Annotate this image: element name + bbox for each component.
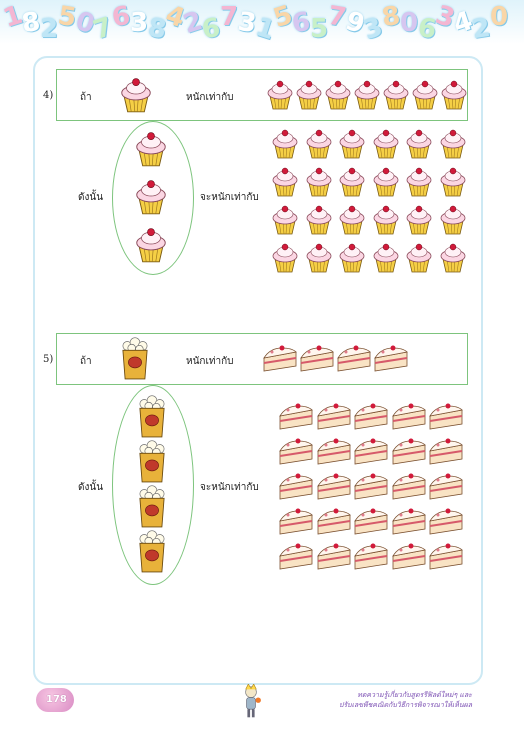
header-digit: 0 [71, 5, 99, 41]
header-digit: 6 [289, 6, 313, 40]
cake-slice-icon [262, 344, 298, 372]
cupcake-icon [437, 162, 469, 200]
cake-slice-icon [316, 472, 352, 500]
cupcake-icon [336, 162, 368, 200]
cake-slice-icon [428, 472, 464, 500]
cupcake-icon [409, 74, 441, 114]
problem5-weighs-label: หนักเท่ากับ [186, 356, 234, 367]
header-digit: 7 [325, 0, 349, 34]
cupcake-icon [269, 200, 301, 238]
cake-slice-icon [353, 542, 389, 570]
header-digit: 1 [251, 11, 279, 47]
cake-slice-icon [278, 402, 314, 430]
cupcake-icon [370, 238, 402, 276]
cake-slice-icon [391, 402, 427, 430]
cake-slice-icon [428, 437, 464, 465]
cake-slice-icon [428, 507, 464, 535]
problem5-number: 5) [43, 354, 54, 365]
cake-slice-icon [353, 472, 389, 500]
problem4-will-weigh-label: จะหนักเท่ากับ [200, 192, 259, 203]
header-digit: 8 [19, 6, 43, 40]
header-digit: 1 [0, 0, 27, 35]
cupcake-icon [303, 162, 335, 200]
footer-line-1: ทดความรู้เกี่ยวกับสูตรรีฟิลด์ใหม่ๆ และ [357, 691, 472, 699]
cupcake-icon [403, 124, 435, 162]
cupcake-icon [336, 238, 368, 276]
cake-slice-icon [391, 472, 427, 500]
cupcake-icon [380, 74, 412, 114]
cake-slice-icon [278, 507, 314, 535]
problem4-number: 4) [43, 90, 54, 101]
header-digit: 5 [55, 0, 79, 34]
header-digit: 3 [359, 11, 387, 47]
header-digit: 8 [145, 12, 169, 46]
cake-slice-icon [316, 507, 352, 535]
cupcake-icon [370, 200, 402, 238]
header-digit: 2 [469, 12, 493, 46]
cupcake-icon [117, 72, 155, 116]
cake-slice-icon [278, 437, 314, 465]
problem4-if-label: ถ้า [80, 92, 92, 103]
cupcake-icon [132, 220, 170, 268]
cake-slice-icon [391, 437, 427, 465]
problem4-weighs-label: หนักเท่ากับ [186, 92, 234, 103]
popcorn-bag-icon [135, 394, 169, 438]
cupcake-icon [132, 124, 170, 172]
cupcake-icon [370, 162, 402, 200]
cupcake-icon [351, 74, 383, 114]
header-digit: 7 [220, 2, 239, 32]
header-digit: 4 [449, 5, 477, 41]
header-digit: 4 [161, 0, 189, 35]
cupcake-icon [269, 238, 301, 276]
header-digit: 6 [415, 12, 439, 46]
header-digit: 6 [199, 12, 223, 46]
problem4-therefore-label: ดังนั้น [78, 192, 104, 203]
header-digit: 6 [109, 0, 133, 34]
cupcake-icon [264, 74, 296, 114]
cake-slice-icon [316, 542, 352, 570]
cake-slice-icon [316, 437, 352, 465]
cake-slice-icon [353, 402, 389, 430]
cupcake-icon [269, 124, 301, 162]
cupcake-icon [336, 124, 368, 162]
cupcake-icon [293, 74, 325, 114]
cake-slice-icon [373, 344, 409, 372]
cupcake-icon [437, 200, 469, 238]
cupcake-icon [437, 124, 469, 162]
cupcake-icon [303, 238, 335, 276]
cupcake-icon [303, 200, 335, 238]
popcorn-bag-icon [118, 336, 152, 380]
header-digit: 7 [89, 11, 117, 47]
header-digit: 2 [179, 5, 207, 41]
problem5-if-label: ถ้า [80, 356, 92, 367]
popcorn-bag-icon [135, 529, 169, 573]
cupcake-icon [303, 124, 335, 162]
popcorn-bag-icon [135, 439, 169, 483]
cake-slice-icon [353, 507, 389, 535]
cupcake-icon [336, 200, 368, 238]
page-number: 178 [46, 694, 67, 705]
popcorn-bag-icon [135, 484, 169, 528]
cake-slice-icon [428, 402, 464, 430]
cupcake-icon [403, 162, 435, 200]
cupcake-icon [370, 124, 402, 162]
header-digit: 8 [379, 0, 403, 34]
cupcake-icon [403, 200, 435, 238]
cake-slice-icon [299, 344, 335, 372]
header-digit: 0 [400, 8, 419, 38]
cupcake-icon [269, 162, 301, 200]
header-digit: 3 [130, 8, 149, 38]
header-digit: 5 [269, 0, 297, 35]
cupcake-icon [322, 74, 354, 114]
cupcake-icon [132, 172, 170, 220]
header-digit: 3 [235, 6, 259, 40]
header-digit: 0 [490, 2, 509, 32]
problem5-therefore-label: ดังนั้น [78, 482, 104, 493]
cake-slice-icon [428, 542, 464, 570]
header-digit: 5 [310, 14, 329, 44]
cake-slice-icon [353, 437, 389, 465]
cake-slice-icon [316, 402, 352, 430]
cake-slice-icon [391, 542, 427, 570]
problem5-will-weigh-label: จะหนักเท่ากับ [200, 482, 259, 493]
cupcake-icon [437, 238, 469, 276]
cupcake-icon [403, 238, 435, 276]
cake-slice-icon [278, 472, 314, 500]
cake-slice-icon [336, 344, 372, 372]
header-digit: 9 [341, 5, 369, 41]
cake-slice-icon [391, 507, 427, 535]
header-digit: 3 [431, 0, 459, 35]
header-digit: 2 [40, 14, 59, 44]
footer-line-2: ปรับเลขพีชคณิตกับวิธีการพิจารณาให้เห็นผล [338, 701, 472, 709]
cupcake-icon [438, 74, 470, 114]
mascot-icon [240, 684, 262, 720]
cake-slice-icon [278, 542, 314, 570]
footer-caption [290, 690, 472, 710]
